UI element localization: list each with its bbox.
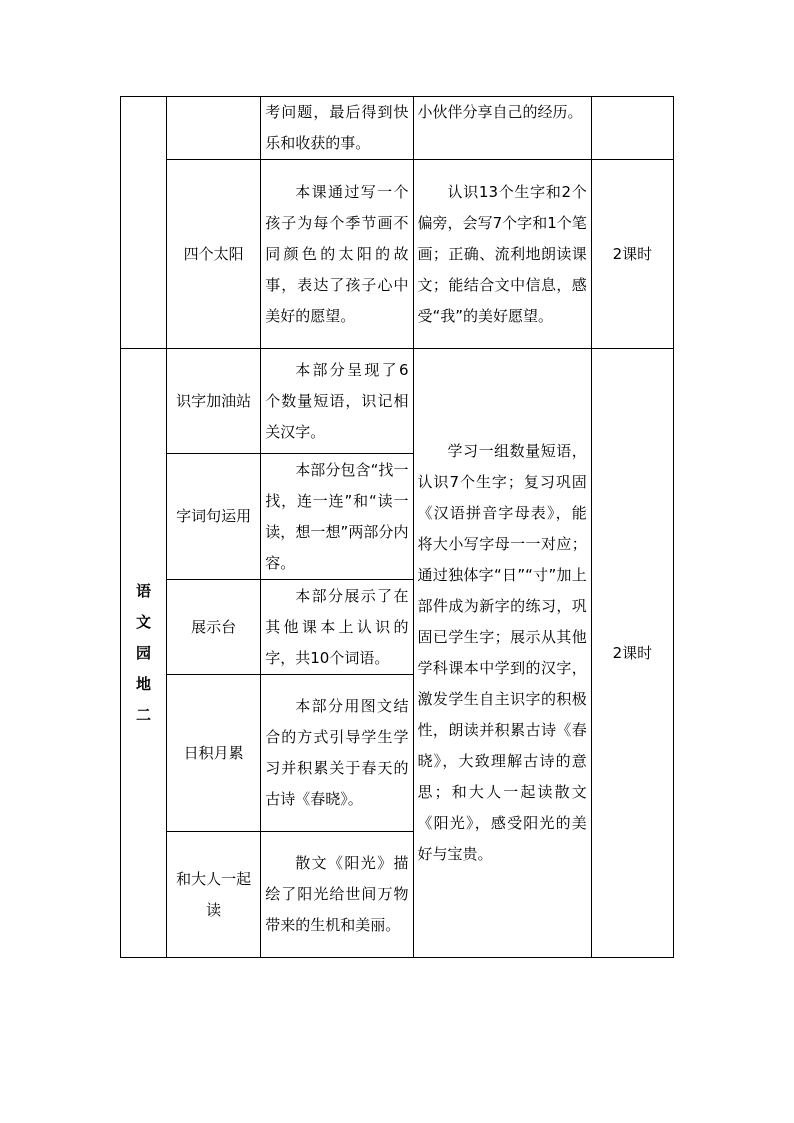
table-row: [121, 349, 674, 454]
lesson-goal: [413, 97, 591, 160]
part-description: [261, 580, 413, 675]
part-description: [261, 832, 413, 958]
description-text: 本部分用图文结合的方式引导学生学习并积累关于春天的古诗《春晓》。: [265, 697, 409, 808]
unit-title-char: 文: [136, 612, 152, 631]
goal-text: 学习一组数量短语，认识7个生字；复习巩固《汉语拼音字母表》，能将大小写字母一一对应；通过独体字“日”“寸”加上部件成为新字的练习，巩固已学生字；展示从其他学科课本中学到的汉字，激发学生自主识字的积极性，朗读并积累古诗《春晓》，大致理解古诗的意思；和大人一起读散文《阳光》，感受阳光的美好与宝贵。: [417, 442, 587, 863]
unit-cell-continued: [121, 97, 167, 349]
lesson-name: 四个太阳: [167, 160, 261, 349]
garden-goal: [413, 349, 591, 958]
description-text: 散文《阳光》描绘了阳光给世间万物带来的生机和美丽。: [265, 854, 409, 934]
hours-cell: [591, 97, 673, 160]
description-text: 本课通过写一个孩子为每个季节画不同颜色的太阳的故事，表达了孩子心中美好的愿望。: [265, 182, 409, 325]
goal-text: 认识13个生字和2个偏旁，会写7个字和1个笔画；正确、流利地朗读课文；能结合文中信息，感受“我”的美好愿望。: [417, 182, 587, 325]
lesson-plan-table: [120, 96, 674, 958]
part-name: 识字加油站: [167, 349, 261, 454]
lesson-goal: [413, 160, 591, 349]
part-name: 和大人一起读: [167, 832, 261, 958]
unit-title-char: 园: [136, 643, 152, 662]
lesson-description: [261, 97, 413, 160]
description-text: 本部分包含“找一找，连一连”和“读一读，想一想”两部分内容。: [265, 460, 409, 572]
part-description: [261, 349, 413, 454]
lesson-cell: [167, 97, 261, 160]
lesson-hours: 2课时: [591, 160, 673, 349]
part-description: [261, 675, 413, 832]
part-name: 展示台: [167, 580, 261, 675]
table-row: [121, 97, 674, 160]
unit-title-char: 地: [136, 674, 152, 693]
description-text: 考问题，最后得到快乐和收获的事。: [265, 103, 409, 152]
goal-text: 小伙伴分享自己的经历。: [417, 103, 583, 121]
part-description: [261, 454, 413, 580]
garden-hours: 2课时: [591, 349, 673, 958]
unit-title: [121, 349, 167, 958]
unit-title-char: 语: [136, 581, 152, 600]
description-text: 本部分展示了在其他课本上认识的字，共10个词语。: [265, 586, 409, 667]
description-text: 本部分呈现了6个数量短语，识记相关汉字。: [265, 360, 409, 441]
table-row: [121, 160, 674, 349]
lesson-description: [261, 160, 413, 349]
part-name: 字词句运用: [167, 454, 261, 580]
part-name: 日积月累: [167, 675, 261, 832]
unit-title-char: 二: [136, 705, 152, 724]
